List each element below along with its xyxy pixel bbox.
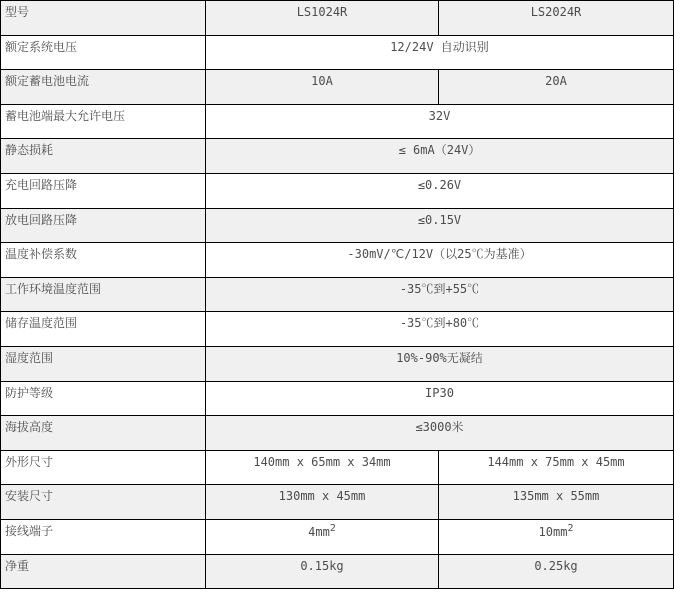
spec-label: 接线端子 <box>1 519 206 554</box>
spec-label: 静态损耗 <box>1 139 206 174</box>
spec-label: 额定系统电压 <box>1 35 206 70</box>
spec-row-max-battery-voltage <box>1 104 674 139</box>
spec-value: ≤0.26V <box>206 173 674 208</box>
spec-label: 额定蓄电池电流 <box>1 70 206 105</box>
spec-value: 144mm x 75mm x 45mm <box>439 450 674 485</box>
spec-row-charge-circuit-drop <box>1 173 674 208</box>
spec-row-storage-temp-range <box>1 312 674 347</box>
spec-label: 外形尺寸 <box>1 450 206 485</box>
spec-row-altitude <box>1 416 674 451</box>
terminal-size-superscript: 2 <box>329 522 336 534</box>
spec-value-ls1024r: LS1024R <box>206 1 439 36</box>
spec-label: 防护等级 <box>1 381 206 416</box>
spec-label: 海拔高度 <box>1 416 206 451</box>
spec-value: ≤ 6mA（24V） <box>206 139 674 174</box>
spec-value: 130mm x 45mm <box>206 485 439 520</box>
spec-row-self-consumption <box>1 139 674 174</box>
terminal-size-text: 10mm <box>538 524 568 539</box>
spec-row-working-temp-range <box>1 277 674 312</box>
spec-value: 140mm x 65mm x 34mm <box>206 450 439 485</box>
spec-value <box>439 519 674 554</box>
spec-value: ≤3000米 <box>206 416 674 451</box>
spec-row-dimensions <box>1 450 674 485</box>
spec-label: 工作环境温度范围 <box>1 277 206 312</box>
terminal-size-text: 4mm <box>308 524 330 539</box>
spec-label: 净重 <box>1 554 206 589</box>
spec-value: 32V <box>206 104 674 139</box>
spec-label: 型号 <box>1 1 206 36</box>
spec-value: -30mV/℃/12V（以25℃为基准） <box>206 243 674 278</box>
terminal-size-superscript: 2 <box>567 522 574 534</box>
spec-row-battery-current <box>1 70 674 105</box>
spec-label: 放电回路压降 <box>1 208 206 243</box>
spec-value: 0.25kg <box>439 554 674 589</box>
spec-label: 温度补偿系数 <box>1 243 206 278</box>
spec-value: -35℃到+55℃ <box>206 277 674 312</box>
spec-value: IP30 <box>206 381 674 416</box>
spec-label: 湿度范围 <box>1 346 206 381</box>
spec-value: -35℃到+80℃ <box>206 312 674 347</box>
spec-value <box>206 519 439 554</box>
spec-value: 10%-90%无凝结 <box>206 346 674 381</box>
spec-row-mounting-size <box>1 485 674 520</box>
spec-row-terminals <box>1 519 674 554</box>
spec-row-discharge-circuit-drop <box>1 208 674 243</box>
spec-row-net-weight <box>1 554 674 589</box>
spec-row-humidity-range <box>1 346 674 381</box>
spec-value: 10A <box>206 70 439 105</box>
spec-row-protection-class <box>1 381 674 416</box>
spec-value-ls2024r: LS2024R <box>439 1 674 36</box>
spec-value: 135mm x 55mm <box>439 485 674 520</box>
spec-label: 充电回路压降 <box>1 173 206 208</box>
spec-row-temp-compensation <box>1 243 674 278</box>
spec-row-system-voltage <box>1 35 674 70</box>
spec-label: 储存温度范围 <box>1 312 206 347</box>
spec-row-model <box>1 1 674 36</box>
spec-value: ≤0.15V <box>206 208 674 243</box>
spec-value: 20A <box>439 70 674 105</box>
spec-value: 12/24V 自动识别 <box>206 35 674 70</box>
spec-label: 安装尺寸 <box>1 485 206 520</box>
spec-value: 0.15kg <box>206 554 439 589</box>
spec-label: 蓄电池端最大允许电压 <box>1 104 206 139</box>
